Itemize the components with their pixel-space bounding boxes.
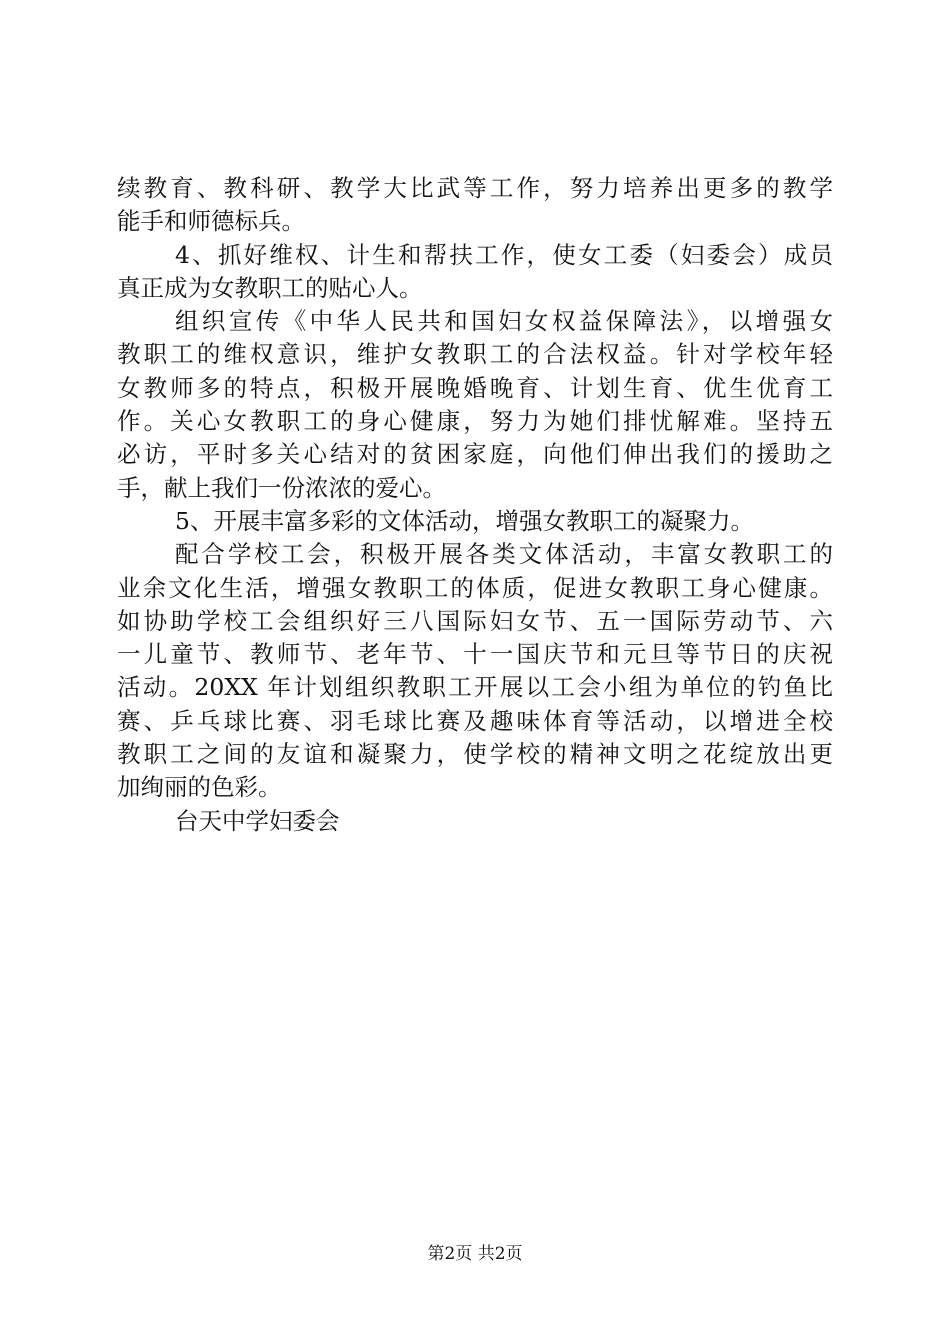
- document-body: [117, 172, 833, 838]
- text-line: 配合学校工会，积极开展各类文体活动，丰富女教职工的: [175, 540, 833, 569]
- text-line: 赛、乒乓球比赛、羽毛球比赛及趣味体育等活动，以增进全校: [117, 706, 833, 735]
- text-line: 如协助学校工会组织好三八国际妇女节、五一国际劳动节、六: [117, 606, 833, 635]
- section-heading: 4、抓好维权、计生和帮扶工作，使女工委（妇委会）成员: [175, 240, 833, 269]
- page-number-footer: 第2页 共2页: [427, 1244, 523, 1264]
- text-line: 一儿童节、教师节、老年节、十一国庆节和元旦等节日的庆祝: [117, 640, 833, 669]
- text-line: 组织宣传《中华人民共和国妇女权益保障法》，以增强女: [175, 307, 833, 336]
- section-heading: 5、开展丰富多彩的文体活动，增强女教职工的凝聚力。: [175, 506, 754, 535]
- text-line: 活动。20XX 年计划组织教职工开展以工会小组为单位的钓鱼比: [117, 673, 833, 702]
- signature-line: 台天中学妇委会: [175, 806, 340, 835]
- text-line: 教职工的维权意识，维护女教职工的合法权益。针对学校年轻: [117, 340, 833, 369]
- text-line: 续教育、教科研、教学大比武等工作，努力培养出更多的教学: [117, 174, 833, 202]
- text-line: 真正成为女教职工的贴心人。: [117, 273, 423, 302]
- text-line: 教职工之间的友谊和凝聚力，使学校的精神文明之花绽放出更: [117, 740, 833, 769]
- text-line: 加绚丽的色彩。: [117, 773, 282, 802]
- text-line: 业余文化生活，增强女教职工的体质，促进女教职工身心健康。: [117, 573, 833, 602]
- text-line: 必访，平时多关心结对的贫困家庭，向他们伸出我们的援助之: [117, 440, 833, 469]
- text-line: 能手和师德标兵。: [117, 207, 305, 236]
- text-line: 作。关心女教职工的身心健康，努力为她们排忧解难。坚持五: [117, 407, 833, 436]
- text-line: 手，献上我们一份浓浓的爱心。: [117, 473, 446, 502]
- text-line: 女教师多的特点，积极开展晚婚晚育、计划生育、优生优育工: [117, 373, 833, 402]
